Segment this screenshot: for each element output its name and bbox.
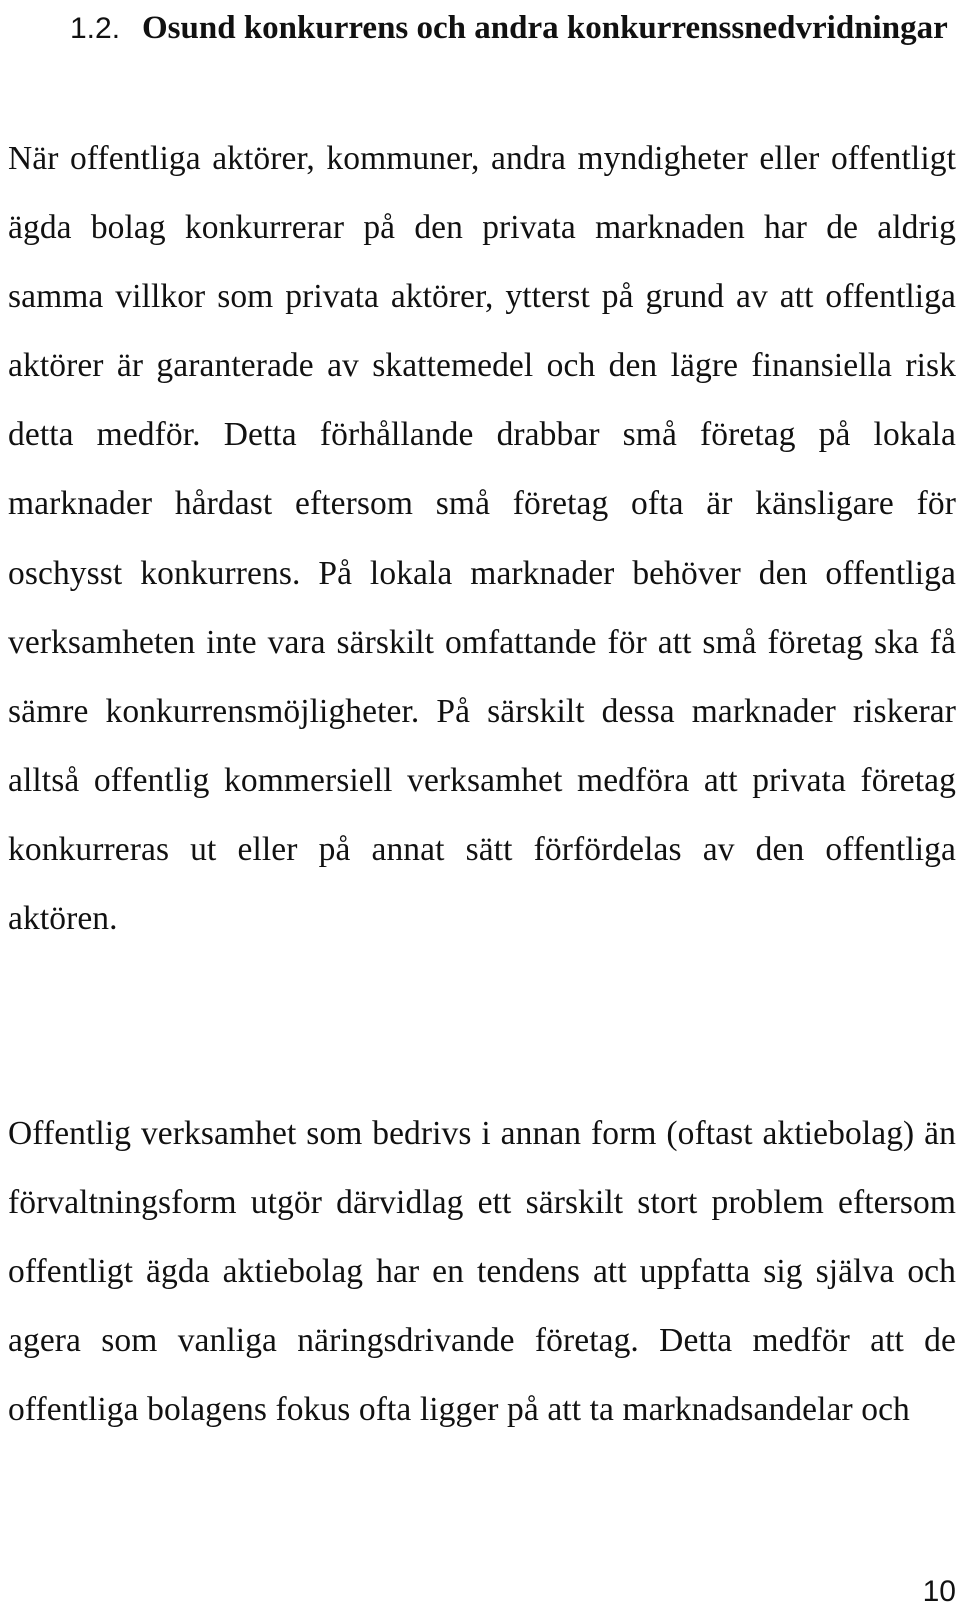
- section-heading: [70, 0, 956, 63]
- body-paragraph-2: Offentlig verksamhet som bedrivs i annan form (oftast aktiebolag) än förvaltningsform utgör därvidlag ett särskilt stort problem eftersom offentligt ägda aktiebolag har en tendens att uppfatta sig själva och agera som vanliga näringsdrivande företag. Detta medför att de offentliga bolagens fokus ofta ligger på att ta marknadsandelar och: [8, 1115, 956, 1429]
- page-number: 10: [922, 1575, 956, 1608]
- section-title: Osund konkurrens och andra konkurrenssnedvridningar: [142, 10, 948, 46]
- body-paragraph-1: När offentliga aktörer, kommuner, andra myndigheter eller offentligt ägda bolag konkurrerar på den privata marknaden har de aldrig samma villkor som privata aktörer, ytterst på grund av att offentliga aktörer är garanterade av skattemedel och den lägre finansiella risk detta medför. Detta förhållande drabbar små företag på lokala marknader hårdast eftersom små företag ofta är känsligare för oschysst konkurrens. På lokala marknader behöver den offentliga verksamheten inte vara särskilt omfattande för att små företag ska få sämre konkurrensmöjligheter. På särskilt dessa marknader riskerar alltså offentlig kommersiell verksamhet medföra att privata företag konkurreras ut eller på annat sätt förfördelas av den offentliga aktören.: [8, 140, 956, 938]
- section-number: 1.2.: [70, 12, 121, 45]
